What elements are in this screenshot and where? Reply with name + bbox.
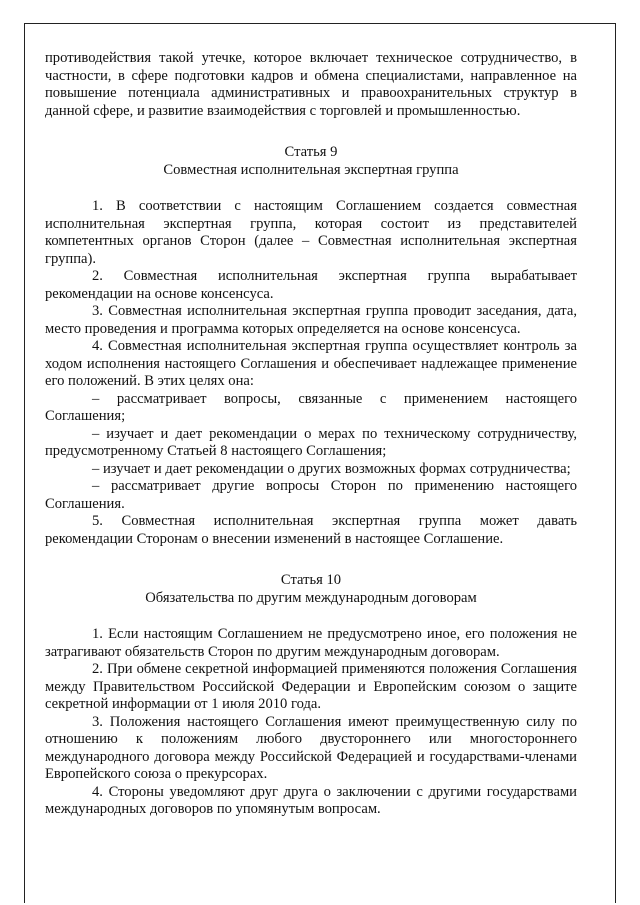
article-9-list-item: – рассматривает другие вопросы Сторон по применению настоящего Соглашения. (45, 478, 577, 512)
article-9-paragraph-2: 2. Совместная исполнительная экспертная группа вырабатывает рекомендации на основе консенсуса. (45, 268, 577, 302)
page-border-right (615, 23, 616, 903)
article-9-list-item: – рассматривает вопросы, связанные с применением настоящего Соглашения; (45, 390, 577, 424)
article-9-paragraph-4: 4. Совместная исполнительная экспертная группа осуществляет контроль за ходом исполнения настоящего Соглашения и обеспечивает надлежащее применение его положений. В этих целях она: (45, 338, 577, 389)
article-10-paragraph-2: 2. При обмене секретной информацией применяются положения Соглашения между Правительством Российской Федерации и Европейским союзом о защите секретной информации от 1 июля 2010 года. (45, 661, 577, 712)
article-9-list-item: – изучает и дает рекомендации о других возможных формах сотрудничества; (92, 460, 571, 477)
intro-paragraph: противодействия такой утечке, которое включает техническое сотрудничество, в частности, в сфере подготовки кадров и обмена специалистами, направленное на повышение потенциала административных и правоохранительных структур в данной сфере, и развитие взаимодействия с торговлей и промышленностью. (45, 50, 577, 119)
article-9-number: Статья 9 (284, 144, 338, 160)
article-9-list-item: – изучает и дает рекомендации о мерах по техническому сотрудничеству, предусмотренному Статьей 8 настоящего Соглашения; (45, 425, 577, 459)
article-9-paragraph-5: 5. Совместная исполнительная экспертная группа может давать рекомендации Сторонам о внесении изменений в настоящее Соглашение. (45, 513, 577, 547)
article-9-paragraph-1: 1. В соответствии с настоящим Соглашением создается совместная исполнительная экспертная группа, которая состоит из представителей компетентных органов Сторон (далее – Совместная исполнительная экспертная группа). (45, 198, 577, 267)
article-10-paragraph-3: 3. Положения настоящего Соглашения имеют преимущественную силу по отношению к положениям любого двустороннего или многостороннего международного договора между Российской Федерацией и государствами-членами Европейского союза о прекурсорах. (45, 713, 577, 782)
article-10-number: Статья 10 (280, 572, 342, 588)
page-border-left (24, 23, 25, 903)
document-body (45, 50, 577, 819)
article-9-paragraph-3: 3. Совместная исполнительная экспертная группа проводит заседания, дата, место проведения и программа которых определяется на основе консенсуса. (45, 303, 577, 337)
article-9-title: Совместная исполнительная экспертная группа (163, 161, 459, 178)
page-border-top (24, 23, 616, 24)
article-10-title: Обязательства по другим международным договорам (145, 589, 477, 606)
article-10-paragraph-1: 1. Если настоящим Соглашением не предусмотрено иное, его положения не затрагивают обязательств Сторон по другим международным договорам. (45, 626, 577, 660)
article-10-paragraph-4: 4. Стороны уведомляют друг друга о заключении с другими государствами международных договоров по упомянутым вопросам. (45, 783, 577, 817)
